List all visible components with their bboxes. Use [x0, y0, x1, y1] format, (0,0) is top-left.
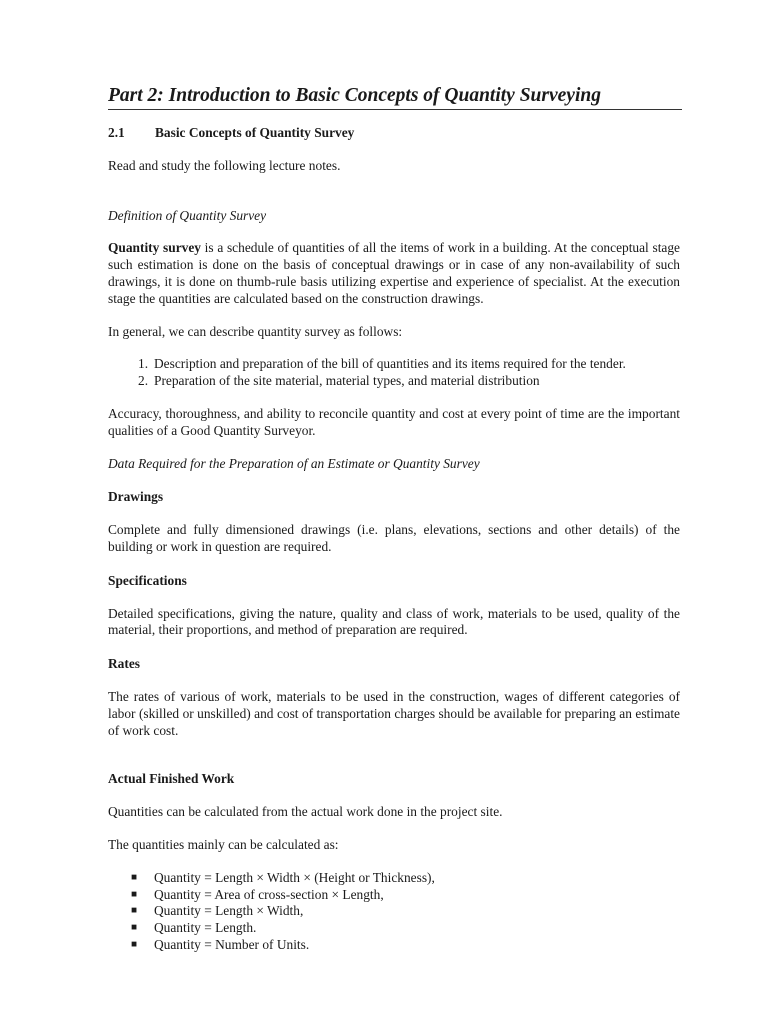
formula-text: Quantity = Number of Units. [154, 936, 310, 952]
formula-text: Quantity = Length. [154, 920, 257, 936]
formula-item [108, 887, 680, 904]
formula-item [108, 920, 680, 937]
intro-text: Read and study the following lecture notes. [108, 157, 341, 173]
bullet-icon: ■ [131, 888, 138, 900]
list-item-number: 2. [138, 373, 149, 389]
specifications-heading: Specifications [108, 572, 187, 588]
formula-list [108, 870, 680, 954]
calc-intro: The quantities mainly can be calculated as: [108, 836, 339, 852]
section-heading [108, 125, 680, 142]
document-content [108, 84, 680, 954]
formula-item [108, 937, 680, 954]
section-title: Basic Concepts of Quantity Survey [155, 125, 355, 140]
rates-text: The rates of various of work, materials to be used in the construction, wages of different categories of labor (skilled or unskilled) and cost of transportation charges should be available for preparing an estimate of work cost. [108, 688, 680, 738]
formula-item [108, 903, 680, 920]
list-item-text: Description and preparation of the bill of quantities and its items required for the tender. [154, 356, 626, 372]
definition-text: is a schedule of quantities of all the items of work in a building. At the conceptual stage such estimation is done on the basis of conceptual drawings or in case of any non-availability of such drawings, it is done on thumb-rule basis utilizing expertise and experience of specialist. At the execution stage the quantities are calculated based on the construction drawings. [108, 240, 680, 306]
drawings-text: Complete and fully dimensioned drawings (i.e. plans, elevations, sections and other details) of the building or work in question are required. [108, 522, 680, 554]
bullet-icon: ■ [131, 905, 138, 917]
actual-work-text: Quantities can be calculated from the actual work done in the project site. [108, 804, 503, 820]
bullet-icon: ■ [131, 938, 138, 950]
drawings-heading: Drawings [108, 489, 164, 505]
formula-text: Quantity = Length × Width × (Height or Thickness), [154, 869, 435, 885]
specifications-text: Detailed specifications, giving the nature, quality and class of work, materials to be used, quality of the material, their proportions, and method of preparation are required. [108, 605, 680, 638]
list-item [108, 373, 680, 390]
formula-text: Quantity = Length × Width, [154, 903, 304, 919]
list-item-number: 1. [138, 356, 149, 372]
rates-heading: Rates [108, 656, 140, 672]
definition-term: Quantity survey [108, 240, 201, 256]
definition-paragraph [108, 240, 680, 307]
bullet-icon: ■ [131, 922, 138, 934]
general-list [108, 356, 680, 390]
part-title: Part 2: Introduction to Basic Concepts of Quantity Surveying [108, 84, 682, 110]
formula-text: Quantity = Area of cross-section × Length, [154, 886, 384, 902]
formula-item [108, 870, 680, 887]
section-number: 2.1 [108, 125, 125, 140]
actual-work-heading: Actual Finished Work [108, 771, 235, 787]
list-item-text: Preparation of the site material, material types, and material distribution [154, 373, 540, 389]
general-intro: In general, we can describe quantity survey as follows: [108, 323, 403, 339]
definition-heading: Definition of Quantity Survey [108, 207, 267, 223]
list-item [108, 356, 680, 373]
bullet-icon: ■ [131, 871, 138, 883]
data-required-heading: Data Required for the Preparation of an Estimate or Quantity Survey [108, 455, 480, 471]
qualities-paragraph: Accuracy, thoroughness, and ability to reconcile quantity and cost at every point of time are the important qualities of a Good Quantity Surveyor. [108, 405, 680, 438]
